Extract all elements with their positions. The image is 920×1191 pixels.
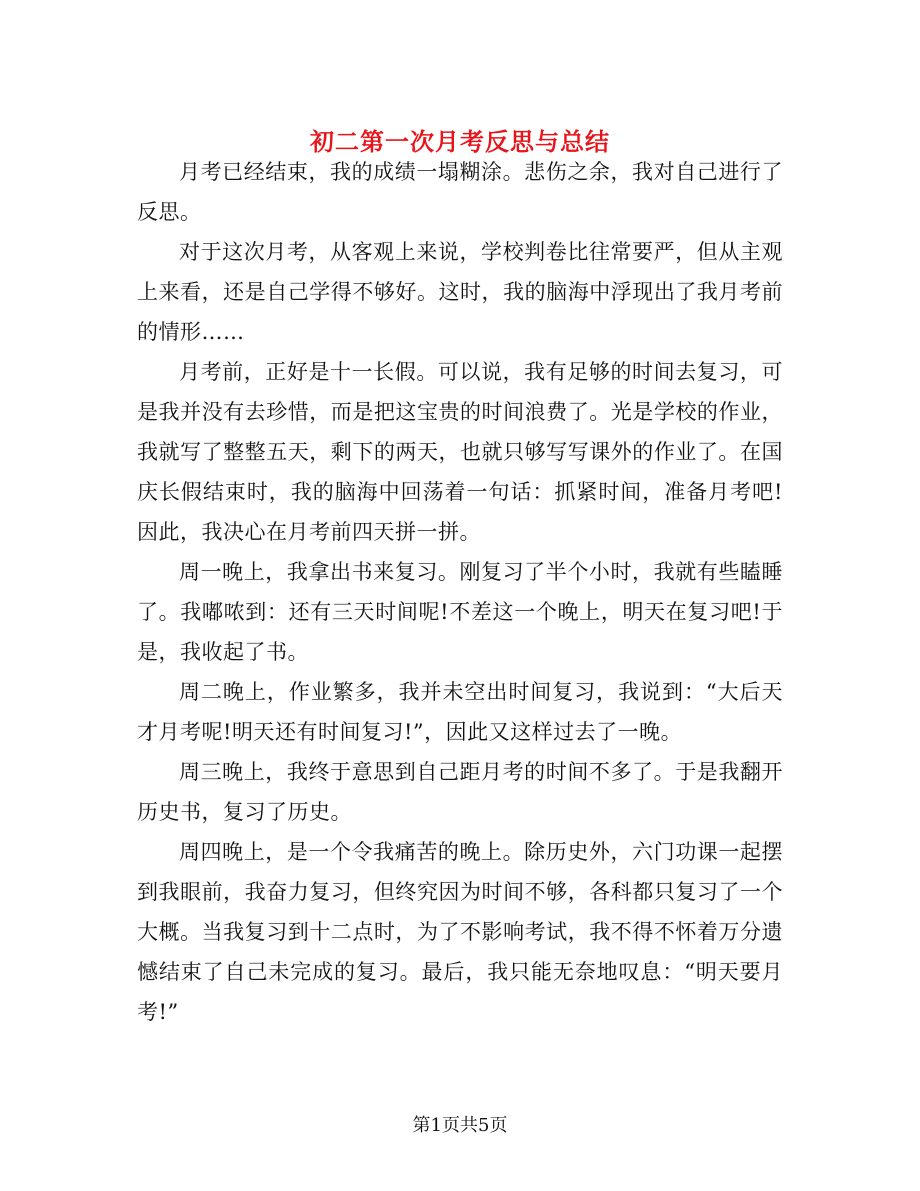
paragraph-4: 周一晚上，我拿出书来复习。刚复习了半个小时，我就有些瞌睡了。我嘟哝到：还有三天时间呢!不差这一个晚上，明天在复习吧!于是，我收起了书。	[137, 560, 783, 664]
document-body	[137, 152, 783, 1032]
paragraph-5: 周二晚上，作业繁多，我并未空出时间复习，我说到：“大后天才月考呢!明天还有时间复习!”，因此又这样过去了一晚。	[137, 680, 783, 744]
paragraph-7: 周四晚上，是一个令我痛苦的晚上。除历史外，六门功课一起摆到我眼前，我奋力复习，但终究因为时间不够，各科都只复习了一个大概。当我复习到十二点时，为了不影响考试，我不得不怀着万分遗憾结束了自己未完成的复习。最后，我只能无奈地叹息：“明天要月考!”	[137, 840, 783, 1024]
page-number-footer: 第1页共5页	[412, 1115, 508, 1136]
paragraph-2: 对于这次月考，从客观上来说，学校判卷比往常要严，但从主观上来看，还是自己学得不够好。这时，我的脑海中浮现出了我月考前的情形……	[137, 240, 783, 344]
paragraph-3: 月考前，正好是十一长假。可以说，我有足够的时间去复习，可是我并没有去珍惜，而是把这宝贵的时间浪费了。光是学校的作业，我就写了整整五天，剩下的两天，也就只够写写课外的作业了。在国庆长假结束时，我的脑海中回荡着一句话：抓紧时间，准备月考吧!因此，我决心在月考前四天拼一拼。	[137, 360, 783, 544]
paragraph-1: 月考已经结束，我的成绩一塌糊涂。悲伤之余，我对自己进行了反思。	[137, 160, 783, 224]
paragraph-6: 周三晚上，我终于意思到自己距月考的时间不多了。于是我翻开历史书，复习了历史。	[137, 760, 783, 824]
document-title: 初二第一次月考反思与总结	[310, 127, 610, 157]
